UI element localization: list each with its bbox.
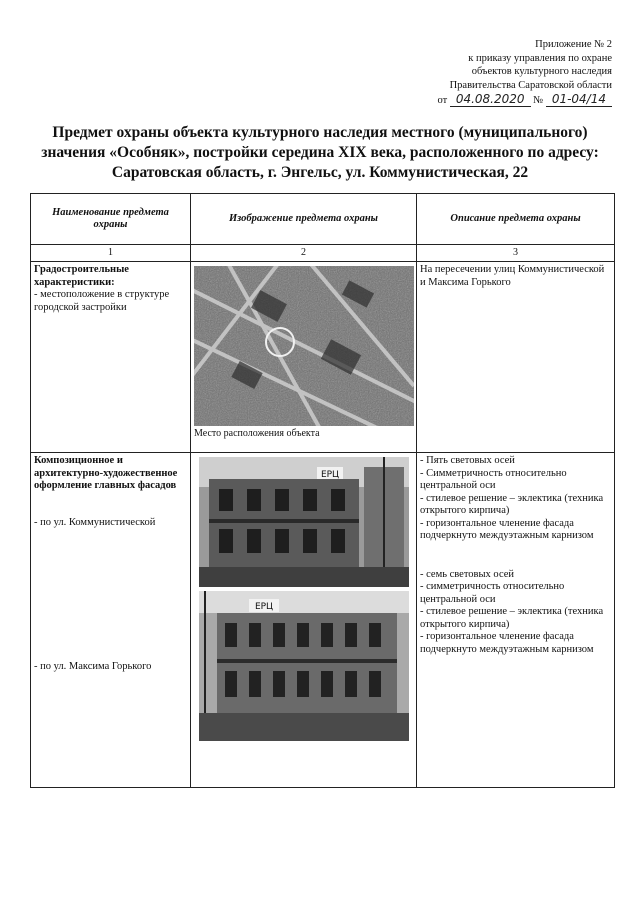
row1-image-cell — [191, 262, 417, 453]
facade-photo-2 — [199, 591, 409, 741]
row1-name-cell — [31, 262, 191, 453]
column-number: 2 — [191, 245, 417, 262]
header-name: Наименование предмета охраны — [31, 194, 191, 245]
header-description: Описание предмета охраны — [417, 194, 615, 245]
column-number: 3 — [417, 245, 615, 262]
title-line: Предмет охраны объекта культурного наследия местного (муниципального) — [52, 124, 588, 141]
desc1-item: - Пять световых осей — [420, 455, 515, 466]
spacer — [420, 543, 611, 569]
row2-name-bold: Композиционное и архитектурно-художественное оформление главных фасадов — [34, 455, 178, 491]
aerial-photo — [194, 266, 414, 426]
desc2-item: - стилевое решение – эклектика (техника открытого кирпича) — [420, 606, 604, 630]
handwritten-number: 01-04/14 — [546, 92, 612, 107]
title-line: значения «Особняк», постройки середина XIX века, расположенного по адресу: — [41, 144, 599, 161]
desc1-item: - стилевое решение – эклектика (техника открытого кирпича) — [420, 492, 604, 516]
desc2-item: - семь световых осей — [420, 568, 515, 580]
appendix-line: Приложение № 2 — [535, 39, 612, 50]
title-line: Саратовская область, г. Энгельс, ул. Коммунистическая, 22 — [111, 164, 529, 181]
table-row — [31, 262, 615, 453]
row1-name-rest: - местоположение в структуре городской застройки — [34, 289, 170, 313]
facade-photo-1 — [199, 457, 409, 587]
desc2-item: - горизонтальное членение фасада подчеркнуто междуэтажным карнизом — [420, 631, 594, 655]
number-row — [31, 245, 615, 262]
desc2-item: - симметричность относительно центральной оси — [420, 581, 565, 605]
handwritten-date: 04.08.2020 — [450, 92, 531, 107]
row2-name-cell — [31, 453, 191, 788]
number-prefix: № — [533, 95, 544, 106]
row2-image-cell — [191, 453, 417, 788]
date-prefix: от — [437, 95, 448, 106]
row2-description-cell — [417, 453, 615, 788]
appendix-block — [392, 38, 612, 108]
header-row — [31, 194, 615, 245]
row1-description: На пересечении улиц Коммунистической и Максима Горького — [417, 262, 615, 453]
facade-gorkogo: - по ул. Максима Горького — [34, 661, 152, 672]
photo-sign-text: ЕРЦ — [320, 470, 339, 480]
appendix-line: Правительства Саратовской области — [449, 79, 612, 91]
appendix-date-row — [392, 93, 612, 108]
appendix-line: объектов культурного наследия — [471, 66, 612, 77]
table-row — [31, 453, 615, 788]
image-caption: Место расположения объекта — [194, 428, 320, 439]
header-image: Изображение предмета охраны — [191, 194, 417, 245]
appendix-line: к приказу управления по охране — [468, 52, 612, 64]
desc1-item: - горизонтальное членение фасада подчеркнуто междуэтажным карнизом — [420, 517, 594, 541]
desc1-item: - Симметричность относительно центральной оси — [420, 467, 567, 491]
protection-table — [30, 193, 615, 788]
row1-name-bold: Градостроительные характеристики: — [34, 264, 129, 288]
column-number: 1 — [31, 245, 191, 262]
photo-sign-text: ЕРЦ — [254, 602, 273, 612]
facade-kommunisticheskaya: - по ул. Коммунистической — [34, 516, 156, 528]
document-title — [20, 123, 620, 183]
